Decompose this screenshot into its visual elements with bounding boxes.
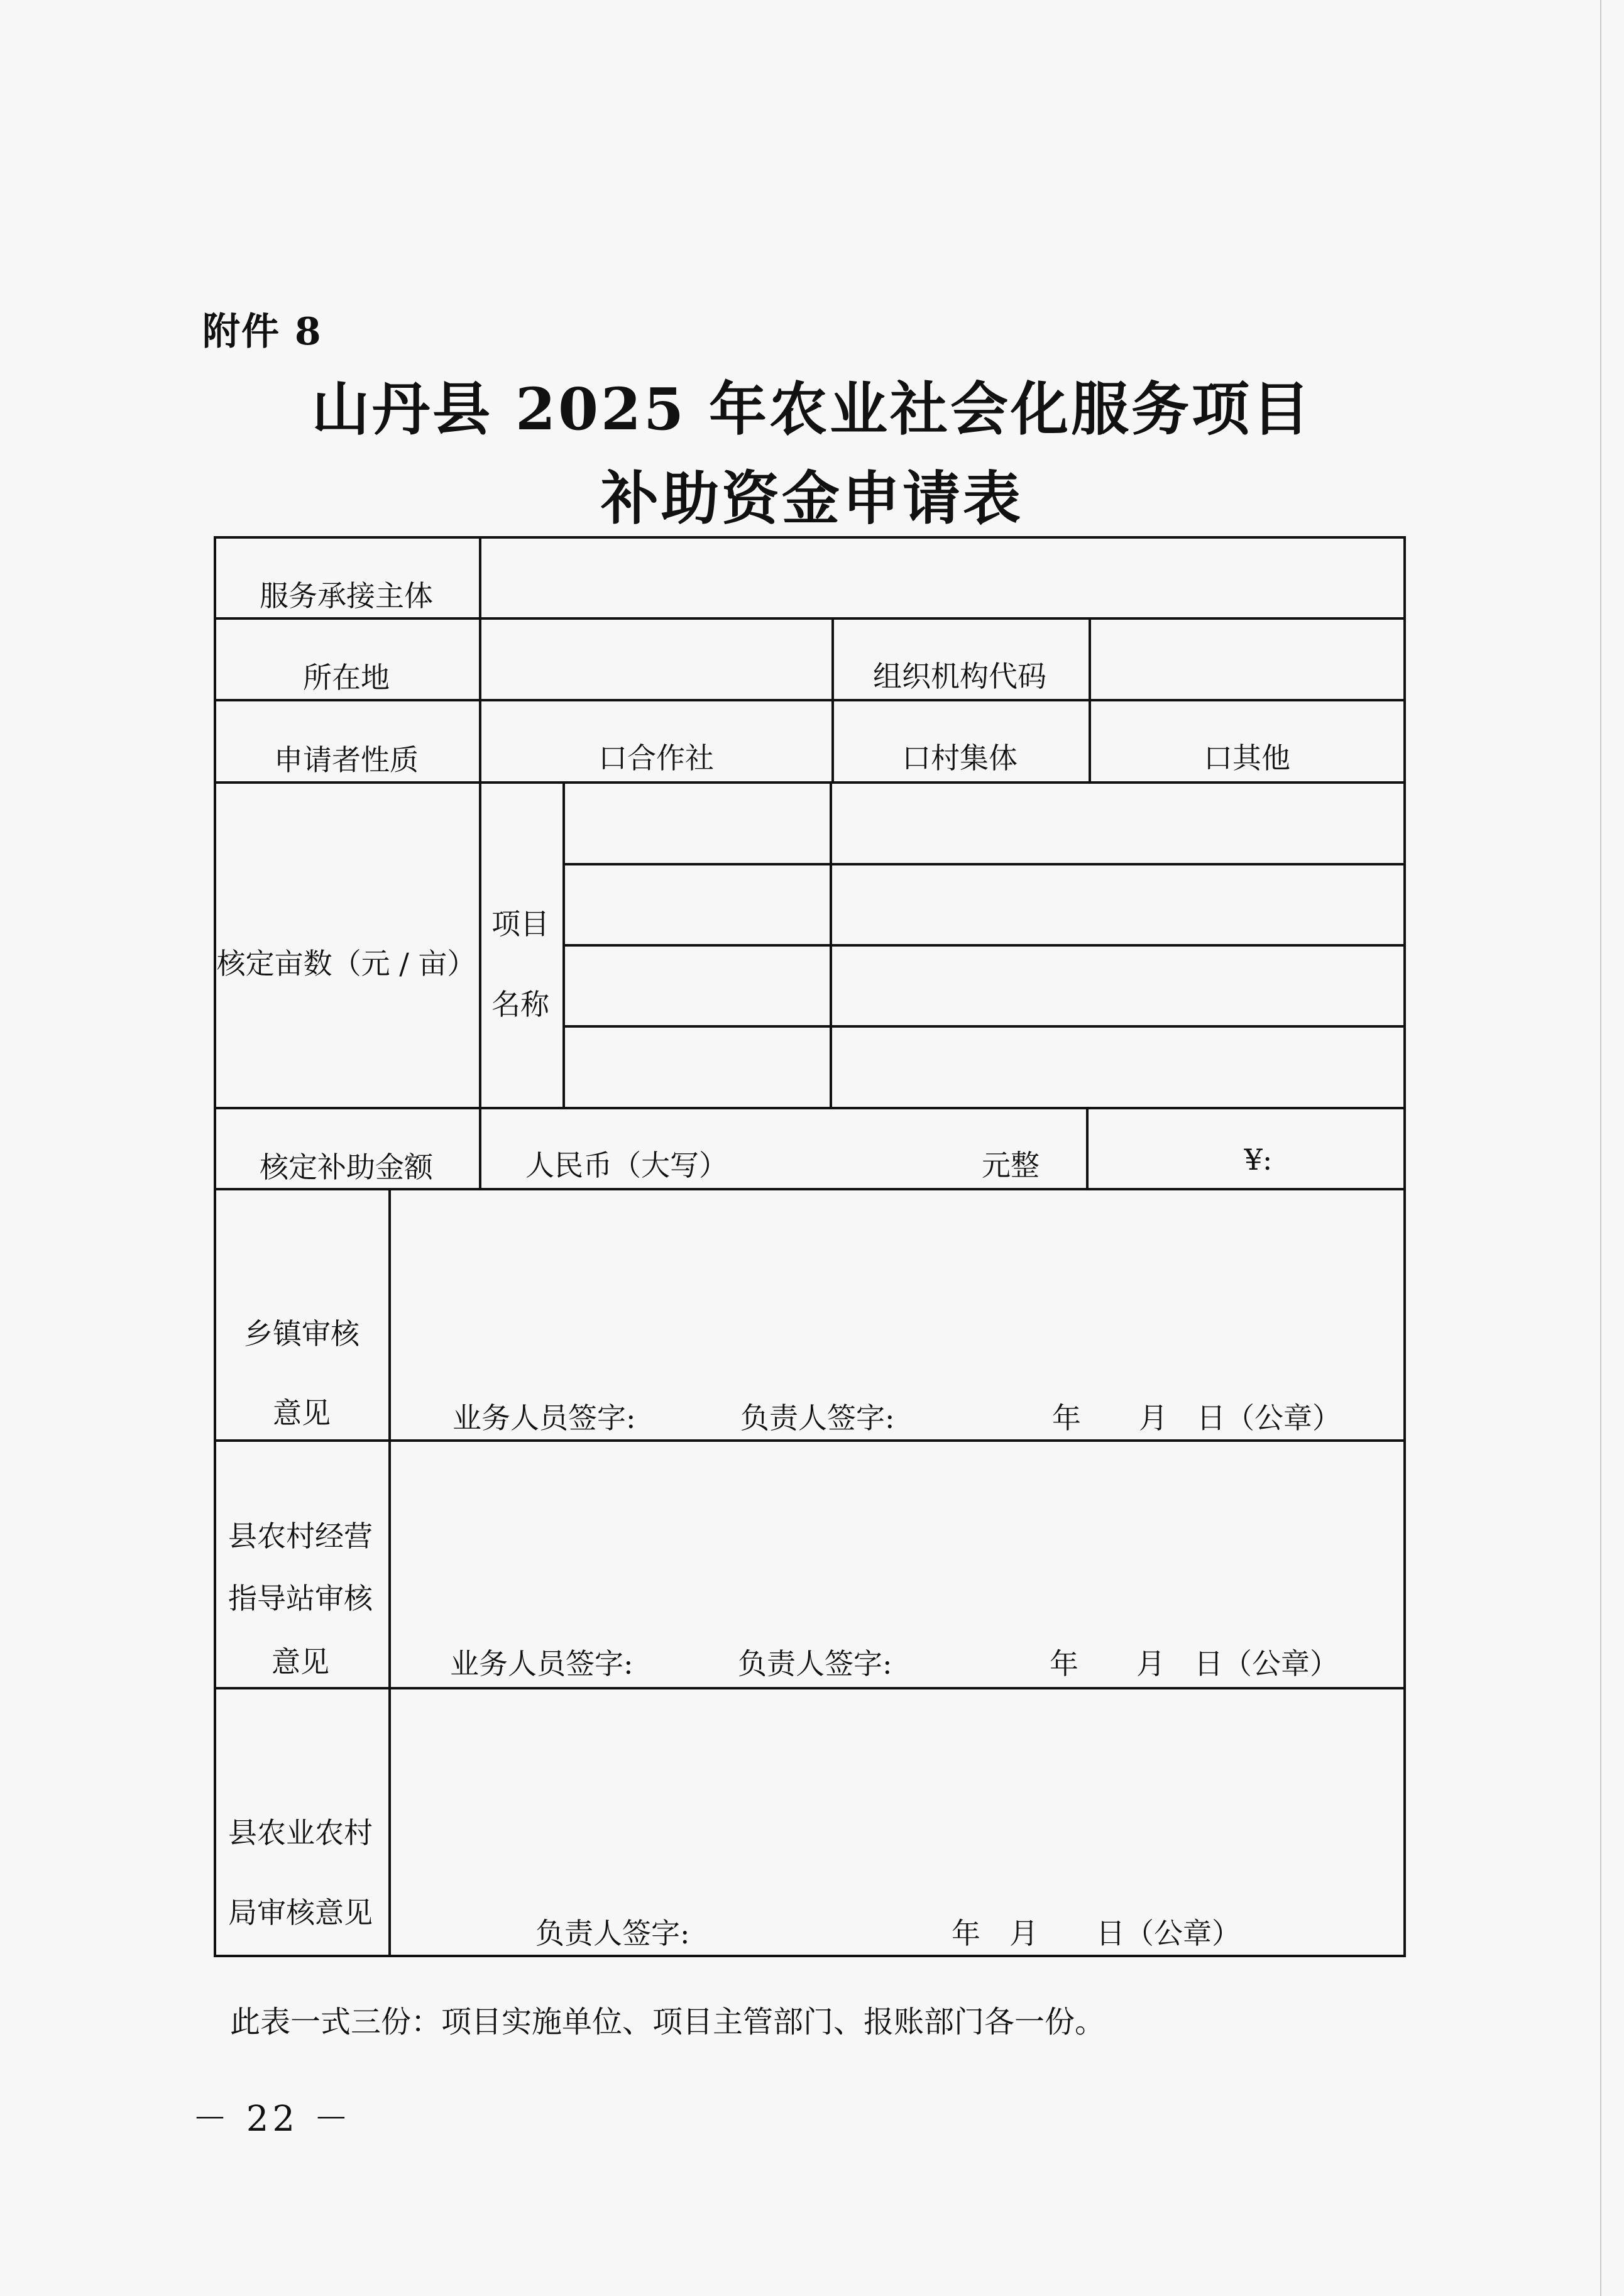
yuan-label: 元整 — [982, 1148, 1040, 1182]
yen-amount-label: ¥: — [1244, 1143, 1273, 1177]
option-village-collective: 口村集体 — [902, 741, 1018, 775]
subrow-line — [562, 863, 1406, 865]
table-border-right — [1403, 536, 1406, 1957]
col-line — [1089, 617, 1091, 781]
township-head-signature: 负责人签字: — [740, 1401, 895, 1435]
subsidy-amount-label: 核定补助金额 — [260, 1150, 433, 1184]
form-title-line2: 补助资金申请表 — [600, 464, 1023, 532]
row-line — [214, 781, 1406, 784]
rmb-uppercase-label: 人民币（大写） — [525, 1148, 728, 1182]
county-bureau-date-seal: 年 月 日（公章） — [952, 1916, 1241, 1950]
county-station-head-signature: 负责人签字: — [738, 1647, 892, 1681]
county-station-label-1: 县农村经营 — [228, 1519, 373, 1553]
form-title-line1: 山丹县 2025 年农业社会化服务项目 — [311, 375, 1313, 443]
col-line — [831, 617, 834, 781]
col-line — [479, 536, 481, 1190]
county-station-staff-signature: 业务人员签字: — [450, 1647, 634, 1681]
copies-note: 此表一式三份：项目实施单位、项目主管部门、报账部门各一份。 — [230, 2004, 1106, 2040]
county-station-label-3: 意见 — [272, 1645, 329, 1679]
col-line — [388, 1188, 391, 1955]
row-line — [214, 1188, 1406, 1190]
page-number: － 22 － — [192, 2099, 353, 2139]
township-review-label: 乡镇审核 — [244, 1317, 359, 1351]
option-cooperative: 口合作社 — [598, 741, 714, 775]
table-border-left — [214, 536, 216, 1957]
county-station-date-seal: 年 月 日（公章） — [1050, 1647, 1339, 1681]
table-border-top — [214, 536, 1406, 539]
row-line — [214, 699, 1406, 701]
table-border-bottom — [214, 1955, 1406, 1957]
attachment-label: 附件 8 — [202, 310, 322, 354]
township-date-seal: 年 月 日（公章） — [1052, 1401, 1341, 1435]
county-station-label-2: 指导站审核 — [228, 1581, 373, 1615]
subrow-line — [562, 944, 1406, 947]
row-line — [214, 617, 1406, 620]
subrow-line — [562, 1025, 1406, 1028]
county-bureau-label-2: 局审核意见 — [228, 1896, 373, 1930]
col-line — [1086, 1107, 1089, 1188]
township-staff-signature: 业务人员签字: — [453, 1401, 636, 1435]
project-label: 项目 — [491, 907, 549, 941]
row-line — [214, 1107, 1406, 1109]
row-line — [214, 1687, 1406, 1689]
location-label: 所在地 — [303, 661, 390, 695]
county-bureau-label-1: 县农业农村 — [228, 1816, 373, 1850]
org-code-label: 组织机构代码 — [873, 659, 1046, 693]
service-entity-label: 服务承接主体 — [260, 579, 433, 613]
acreage-label: 核定亩数（元 / 亩） — [216, 947, 476, 980]
option-other: 口其他 — [1204, 741, 1290, 775]
col-line — [830, 781, 832, 1107]
applicant-type-label: 申请者性质 — [274, 743, 419, 777]
col-line — [562, 781, 565, 1107]
project-name-label: 名称 — [491, 987, 549, 1021]
township-opinion-label: 意见 — [273, 1396, 331, 1430]
row-line — [214, 1439, 1406, 1442]
county-bureau-head-signature: 负责人签字: — [535, 1916, 690, 1950]
